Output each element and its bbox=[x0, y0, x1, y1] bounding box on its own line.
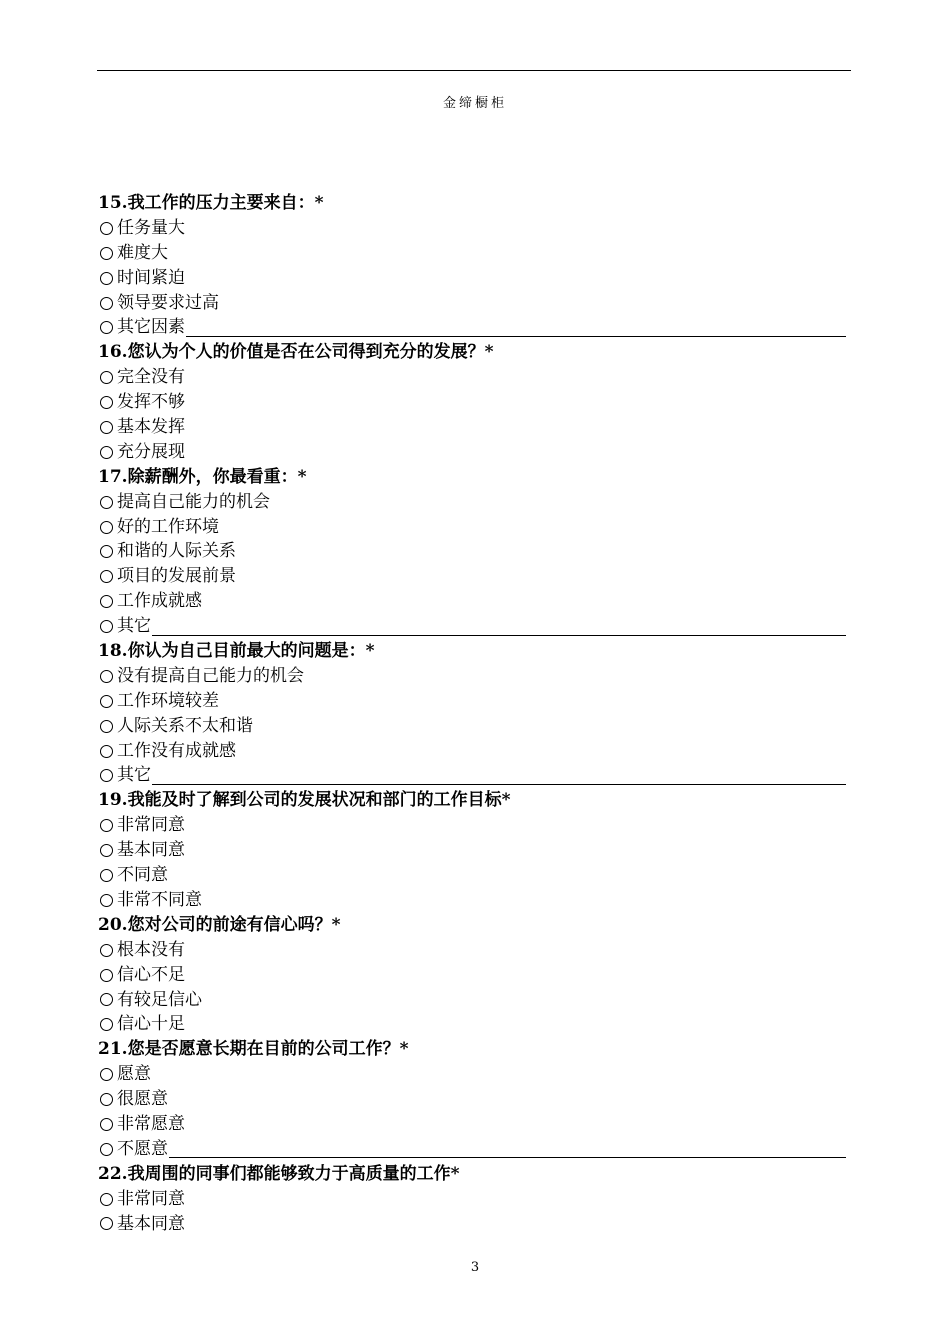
option-label: 好的工作环境 bbox=[117, 516, 219, 537]
fill-in-blank-line[interactable] bbox=[152, 767, 846, 785]
radio-circle-icon[interactable] bbox=[100, 321, 113, 334]
question-title bbox=[98, 639, 846, 664]
fill-in-blank-line[interactable] bbox=[169, 1140, 846, 1158]
radio-circle-icon[interactable] bbox=[100, 620, 113, 633]
option-label: 不愿意 bbox=[117, 1138, 168, 1159]
radio-circle-icon[interactable] bbox=[100, 371, 113, 384]
option-row[interactable] bbox=[98, 1112, 846, 1137]
option-row[interactable] bbox=[98, 888, 846, 913]
option-label: 非常同意 bbox=[117, 815, 185, 836]
option-row[interactable] bbox=[98, 1012, 846, 1037]
option-row[interactable] bbox=[98, 291, 846, 316]
radio-circle-icon[interactable] bbox=[100, 396, 113, 409]
option-row[interactable] bbox=[98, 1212, 846, 1237]
radio-circle-icon[interactable] bbox=[100, 1093, 113, 1106]
option-row[interactable] bbox=[98, 415, 846, 440]
option-label: 和谐的人际关系 bbox=[117, 541, 236, 562]
option-label: 难度大 bbox=[117, 242, 168, 263]
radio-circle-icon[interactable] bbox=[100, 745, 113, 758]
option-label: 基本同意 bbox=[117, 1213, 185, 1234]
radio-circle-icon[interactable] bbox=[100, 496, 113, 509]
radio-circle-icon[interactable] bbox=[100, 1143, 113, 1156]
fill-in-blank-line[interactable] bbox=[152, 618, 846, 636]
option-row[interactable] bbox=[98, 863, 846, 888]
option-label: 领导要求过高 bbox=[117, 292, 219, 313]
question-title bbox=[98, 465, 846, 490]
option-label: 完全没有 bbox=[117, 367, 185, 388]
radio-circle-icon[interactable] bbox=[100, 869, 113, 882]
option-row[interactable] bbox=[98, 963, 846, 988]
option-row[interactable] bbox=[98, 589, 846, 614]
radio-circle-icon[interactable] bbox=[100, 1068, 113, 1081]
option-label: 基本发挥 bbox=[117, 417, 185, 438]
question-title bbox=[98, 1037, 846, 1062]
question-title-text: 21.您是否愿意长期在目前的公司工作？* bbox=[98, 1039, 409, 1060]
option-row[interactable] bbox=[98, 938, 846, 963]
option-row[interactable] bbox=[98, 1087, 846, 1112]
option-label: 时间紧迫 bbox=[117, 267, 185, 288]
radio-circle-icon[interactable] bbox=[100, 446, 113, 459]
question-title-text: 17.除薪酬外，你最看重：* bbox=[98, 466, 307, 487]
option-label: 其它 bbox=[117, 765, 151, 786]
radio-circle-icon[interactable] bbox=[100, 769, 113, 782]
question-title bbox=[98, 340, 846, 365]
option-label: 项目的发展前景 bbox=[117, 566, 236, 587]
radio-circle-icon[interactable] bbox=[100, 297, 113, 310]
option-row[interactable] bbox=[98, 241, 846, 266]
option-label: 其它因素 bbox=[117, 317, 185, 338]
question-title-text: 18.你认为自己目前最大的问题是：* bbox=[98, 641, 375, 662]
question-title-text: 15.我工作的压力主要来自：* bbox=[98, 193, 324, 213]
survey-content bbox=[98, 191, 846, 1236]
radio-circle-icon[interactable] bbox=[100, 944, 113, 957]
option-row[interactable] bbox=[98, 1062, 846, 1087]
option-row[interactable] bbox=[98, 490, 846, 515]
option-row[interactable] bbox=[98, 539, 846, 564]
header-rule bbox=[97, 70, 851, 71]
radio-circle-icon[interactable] bbox=[100, 894, 113, 907]
option-label: 没有提高自己能力的机会 bbox=[117, 665, 304, 686]
option-row[interactable] bbox=[98, 664, 846, 689]
radio-circle-icon[interactable] bbox=[100, 1193, 113, 1206]
question-title bbox=[98, 913, 846, 938]
radio-circle-icon[interactable] bbox=[100, 1118, 113, 1131]
option-label: 非常同意 bbox=[117, 1188, 185, 1209]
option-row[interactable] bbox=[98, 988, 846, 1013]
option-label: 充分展现 bbox=[117, 441, 185, 462]
option-label: 提高自己能力的机会 bbox=[117, 491, 270, 512]
option-row[interactable] bbox=[98, 838, 846, 863]
option-row[interactable] bbox=[98, 689, 846, 714]
option-label: 基本同意 bbox=[117, 840, 185, 861]
question-title-text: 22.我周围的同事们都能够致力于高质量的工作* bbox=[98, 1163, 460, 1184]
option-label: 工作没有成就感 bbox=[117, 740, 236, 761]
question-title-text: 16.您认为个人的价值是否在公司得到充分的发展？* bbox=[98, 342, 494, 363]
option-row[interactable] bbox=[98, 515, 846, 540]
question-title-text: 19.我能及时了解到公司的发展状况和部门的工作目标* bbox=[98, 790, 511, 811]
radio-circle-icon[interactable] bbox=[100, 1217, 113, 1230]
option-row[interactable] bbox=[98, 714, 846, 739]
option-label: 人际关系不太和谐 bbox=[117, 715, 253, 736]
radio-circle-icon[interactable] bbox=[100, 222, 113, 235]
option-row[interactable] bbox=[98, 365, 846, 390]
page-number: 3 bbox=[470, 1260, 480, 1275]
option-row[interactable] bbox=[98, 763, 846, 788]
option-label: 任务量大 bbox=[117, 217, 185, 238]
option-label: 根本没有 bbox=[117, 939, 185, 960]
option-label: 很愿意 bbox=[117, 1089, 168, 1110]
option-row[interactable] bbox=[98, 614, 846, 639]
option-label: 不同意 bbox=[117, 865, 168, 886]
option-label: 其它 bbox=[117, 616, 151, 637]
question-title bbox=[98, 788, 846, 813]
question-title bbox=[98, 191, 846, 216]
radio-circle-icon[interactable] bbox=[100, 421, 113, 434]
option-row[interactable] bbox=[98, 739, 846, 764]
radio-circle-icon[interactable] bbox=[100, 720, 113, 733]
header-title: 金缔橱柜 bbox=[442, 96, 507, 111]
radio-circle-icon[interactable] bbox=[100, 545, 113, 558]
radio-circle-icon[interactable] bbox=[100, 595, 113, 608]
option-row[interactable] bbox=[98, 390, 846, 415]
option-label: 工作环境较差 bbox=[117, 690, 219, 711]
option-row[interactable] bbox=[98, 315, 846, 340]
radio-circle-icon[interactable] bbox=[100, 969, 113, 982]
radio-circle-icon[interactable] bbox=[100, 247, 113, 260]
option-row[interactable] bbox=[98, 564, 846, 589]
radio-circle-icon[interactable] bbox=[100, 272, 113, 285]
option-label: 信心十足 bbox=[117, 1014, 185, 1035]
option-label: 发挥不够 bbox=[117, 392, 185, 413]
radio-circle-icon[interactable] bbox=[100, 695, 113, 708]
option-row[interactable] bbox=[98, 1137, 846, 1162]
option-label: 非常愿意 bbox=[117, 1113, 185, 1134]
radio-circle-icon[interactable] bbox=[100, 1018, 113, 1031]
option-label: 有较足信心 bbox=[117, 989, 202, 1010]
option-label: 工作成就感 bbox=[117, 591, 202, 612]
option-row[interactable] bbox=[98, 813, 846, 838]
option-row[interactable] bbox=[98, 216, 846, 241]
option-label: 愿意 bbox=[117, 1064, 151, 1085]
option-row[interactable] bbox=[98, 440, 846, 465]
radio-circle-icon[interactable] bbox=[100, 819, 113, 832]
radio-circle-icon[interactable] bbox=[100, 670, 113, 683]
option-row[interactable] bbox=[98, 266, 846, 291]
radio-circle-icon[interactable] bbox=[100, 844, 113, 857]
radio-circle-icon[interactable] bbox=[100, 570, 113, 583]
radio-circle-icon[interactable] bbox=[100, 521, 113, 534]
option-label: 非常不同意 bbox=[117, 889, 202, 910]
question-title bbox=[98, 1162, 846, 1187]
fill-in-blank-line[interactable] bbox=[186, 319, 846, 337]
radio-circle-icon[interactable] bbox=[100, 993, 113, 1006]
question-title-text: 20.您对公司的前途有信心吗？* bbox=[98, 914, 341, 935]
option-label: 信心不足 bbox=[117, 964, 185, 985]
option-row[interactable] bbox=[98, 1187, 846, 1212]
